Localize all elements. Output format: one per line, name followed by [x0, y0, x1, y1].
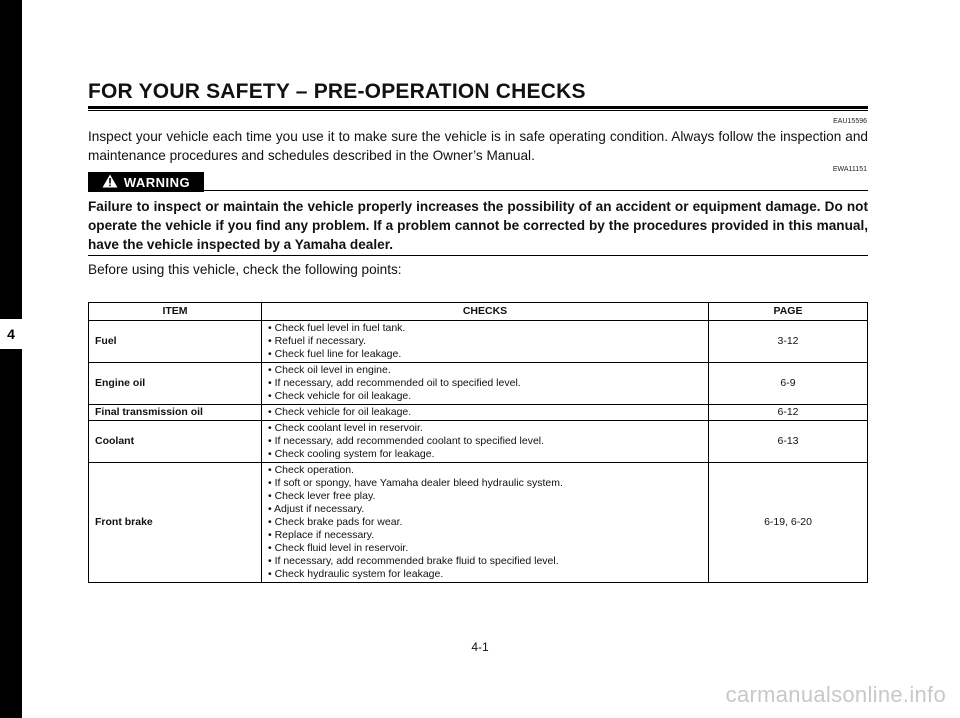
check-line: • Check brake pads for wear. [268, 516, 403, 528]
row-page: 6-13 [709, 421, 868, 463]
check-line: • Check operation. [268, 464, 354, 476]
row-checks [262, 363, 709, 405]
row-item: Fuel [89, 321, 262, 363]
pre-operation-checks-table [88, 302, 868, 583]
warning-label: WARNING [123, 174, 191, 190]
check-line: • Check fluid level in reservoir. [268, 542, 409, 554]
row-checks [262, 463, 709, 583]
header-item: ITEM [89, 303, 262, 321]
title-divider [88, 106, 868, 111]
check-line: • Check coolant level in reservoir. [268, 422, 423, 434]
check-line: • Adjust if necessary. [268, 503, 365, 515]
check-line: • Replace if necessary. [268, 529, 375, 541]
row-item: Front brake [89, 463, 262, 583]
warning-bottom-rule [88, 255, 868, 256]
check-line: • If necessary, add recommended brake fluid to specified level. [268, 555, 559, 567]
watermark: carmanualsonline.info [725, 682, 946, 707]
warning-badge [88, 172, 204, 192]
reference-code-eau: EAU15596 [833, 118, 867, 125]
header-page: PAGE [709, 303, 868, 321]
row-checks [262, 321, 709, 363]
row-checks [262, 421, 709, 463]
intro-paragraph: Inspect your vehicle each time you use it to make sure the vehicle is in safe operating condition. Always follow the inspection and maintenance procedures and schedules described in the Owner’s Manual. [88, 129, 868, 163]
row-checks [262, 405, 709, 421]
check-line: • If soft or spongy, have Yamaha dealer bleed hydraulic system. [268, 477, 563, 489]
warning-top-rule [204, 190, 868, 191]
row-page: 6-12 [709, 405, 868, 421]
section-side-tab [0, 0, 22, 718]
row-item: Final transmission oil [89, 405, 262, 421]
page-title: FOR YOUR SAFETY – PRE-OPERATION CHECKS [88, 80, 586, 103]
check-line: • Refuel if necessary. [268, 335, 367, 347]
check-line: • Check hydraulic system for leakage. [268, 568, 444, 580]
check-line: • Check fuel level in fuel tank. [268, 322, 406, 334]
check-line: • Check oil level in engine. [268, 364, 391, 376]
check-line: • If necessary, add recommended coolant to specified level. [268, 435, 545, 447]
check-line: • Check vehicle for oil leakage. [268, 406, 412, 418]
check-line: • Check cooling system for leakage. [268, 448, 435, 460]
row-page: 6-9 [709, 363, 868, 405]
row-page: 6-19, 6-20 [709, 463, 868, 583]
check-line: • Check vehicle for oil leakage. [268, 390, 412, 402]
reference-code-ewa: EWA11151 [832, 166, 867, 173]
table-row [89, 463, 868, 583]
table-row [89, 421, 868, 463]
header-checks: CHECKS [262, 303, 709, 321]
before-using-text: Before using this vehicle, check the following points: [88, 262, 402, 277]
page-number: 4-1 [471, 640, 489, 654]
table-header-row [89, 303, 868, 321]
row-item: Engine oil [89, 363, 262, 405]
section-tab-number: 4 [0, 319, 22, 349]
check-line: • If necessary, add recommended oil to specified level. [268, 377, 521, 389]
table-row [89, 363, 868, 405]
check-line: • Check fuel line for leakage. [268, 348, 402, 360]
row-page: 3-12 [709, 321, 868, 363]
warning-triangle-icon [102, 174, 118, 191]
check-line: • Check lever free play. [268, 490, 376, 502]
table-row [89, 321, 868, 363]
warning-text: Failure to inspect or maintain the vehicle properly increases the possibility of an accident or equipment damage. Do not operate the vehicle if you find any problem. If a problem cannot be corrected by the procedures provided in this manual, have the vehicle inspected by a Yamaha dealer. [88, 199, 868, 252]
table-row [89, 405, 868, 421]
table-body [89, 321, 868, 583]
row-item: Coolant [89, 421, 262, 463]
